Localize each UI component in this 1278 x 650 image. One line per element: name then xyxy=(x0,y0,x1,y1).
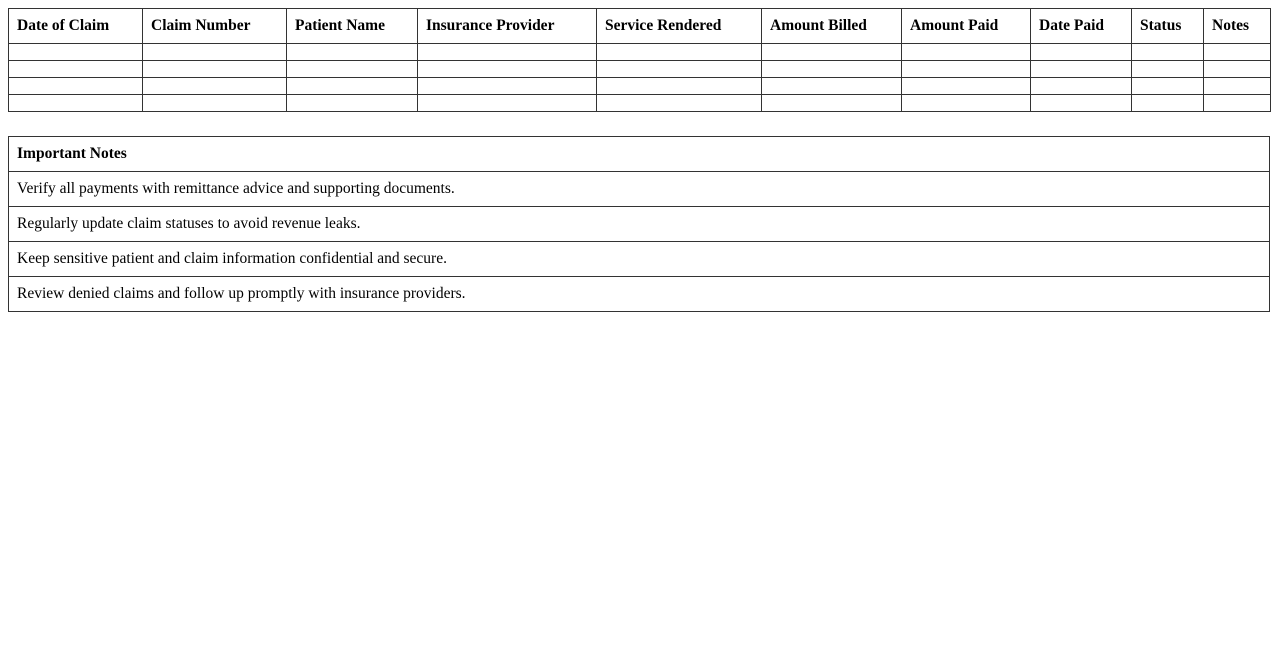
column-header-notes: Notes xyxy=(1204,9,1271,44)
column-header-amount-paid: Amount Paid xyxy=(902,9,1031,44)
table-cell[interactable] xyxy=(9,95,143,112)
table-cell[interactable] xyxy=(597,78,762,95)
table-cell[interactable] xyxy=(287,95,418,112)
table-cell[interactable] xyxy=(1031,61,1132,78)
table-cell[interactable] xyxy=(762,95,902,112)
table-cell[interactable] xyxy=(902,78,1031,95)
important-notes-table xyxy=(8,136,1270,312)
column-header-status: Status xyxy=(1132,9,1204,44)
table-cell[interactable] xyxy=(418,95,597,112)
table-cell[interactable] xyxy=(287,61,418,78)
table-cell[interactable] xyxy=(143,44,287,61)
table-cell[interactable] xyxy=(1132,78,1204,95)
table-cell[interactable] xyxy=(9,78,143,95)
column-header-patient-name: Patient Name xyxy=(287,9,418,44)
column-header-service-rendered: Service Rendered xyxy=(597,9,762,44)
table-cell[interactable] xyxy=(418,44,597,61)
table-cell[interactable] xyxy=(597,44,762,61)
note-row xyxy=(9,242,1270,277)
table-cell[interactable] xyxy=(1031,44,1132,61)
table-cell[interactable] xyxy=(9,44,143,61)
table-row xyxy=(9,78,1271,95)
note-row xyxy=(9,207,1270,242)
note-row xyxy=(9,277,1270,312)
note-row xyxy=(9,172,1270,207)
table-cell[interactable] xyxy=(597,95,762,112)
table-cell[interactable] xyxy=(287,44,418,61)
table-cell[interactable] xyxy=(1204,95,1271,112)
table-cell[interactable] xyxy=(1132,95,1204,112)
table-cell[interactable] xyxy=(418,78,597,95)
table-cell[interactable] xyxy=(1204,78,1271,95)
note-item: Keep sensitive patient and claim information confidential and secure. xyxy=(9,242,1270,277)
note-item: Review denied claims and follow up promptly with insurance providers. xyxy=(9,277,1270,312)
table-cell[interactable] xyxy=(143,95,287,112)
table-cell[interactable] xyxy=(287,78,418,95)
table-row xyxy=(9,61,1271,78)
note-item: Verify all payments with remittance advice and supporting documents. xyxy=(9,172,1270,207)
column-header-insurance-provider: Insurance Provider xyxy=(418,9,597,44)
claims-table xyxy=(8,8,1271,112)
page-content xyxy=(8,8,1270,312)
table-cell[interactable] xyxy=(1031,78,1132,95)
column-header-date-paid: Date Paid xyxy=(1031,9,1132,44)
table-cell[interactable] xyxy=(1204,61,1271,78)
table-cell[interactable] xyxy=(1204,44,1271,61)
column-header-claim-number: Claim Number xyxy=(143,9,287,44)
table-cell[interactable] xyxy=(762,78,902,95)
table-cell[interactable] xyxy=(1132,61,1204,78)
table-row xyxy=(9,95,1271,112)
table-cell[interactable] xyxy=(597,61,762,78)
table-cell[interactable] xyxy=(902,44,1031,61)
table-cell[interactable] xyxy=(902,61,1031,78)
claims-header-row xyxy=(9,9,1271,44)
table-cell[interactable] xyxy=(9,61,143,78)
column-header-date-of-claim: Date of Claim xyxy=(9,9,143,44)
column-header-amount-billed: Amount Billed xyxy=(762,9,902,44)
table-row xyxy=(9,44,1271,61)
table-cell[interactable] xyxy=(143,61,287,78)
table-cell[interactable] xyxy=(762,44,902,61)
important-notes-title: Important Notes xyxy=(9,137,1270,172)
notes-header-row xyxy=(9,137,1270,172)
note-item: Regularly update claim statuses to avoid revenue leaks. xyxy=(9,207,1270,242)
table-cell[interactable] xyxy=(902,95,1031,112)
table-cell[interactable] xyxy=(143,78,287,95)
table-cell[interactable] xyxy=(762,61,902,78)
table-cell[interactable] xyxy=(1132,44,1204,61)
table-cell[interactable] xyxy=(418,61,597,78)
table-cell[interactable] xyxy=(1031,95,1132,112)
